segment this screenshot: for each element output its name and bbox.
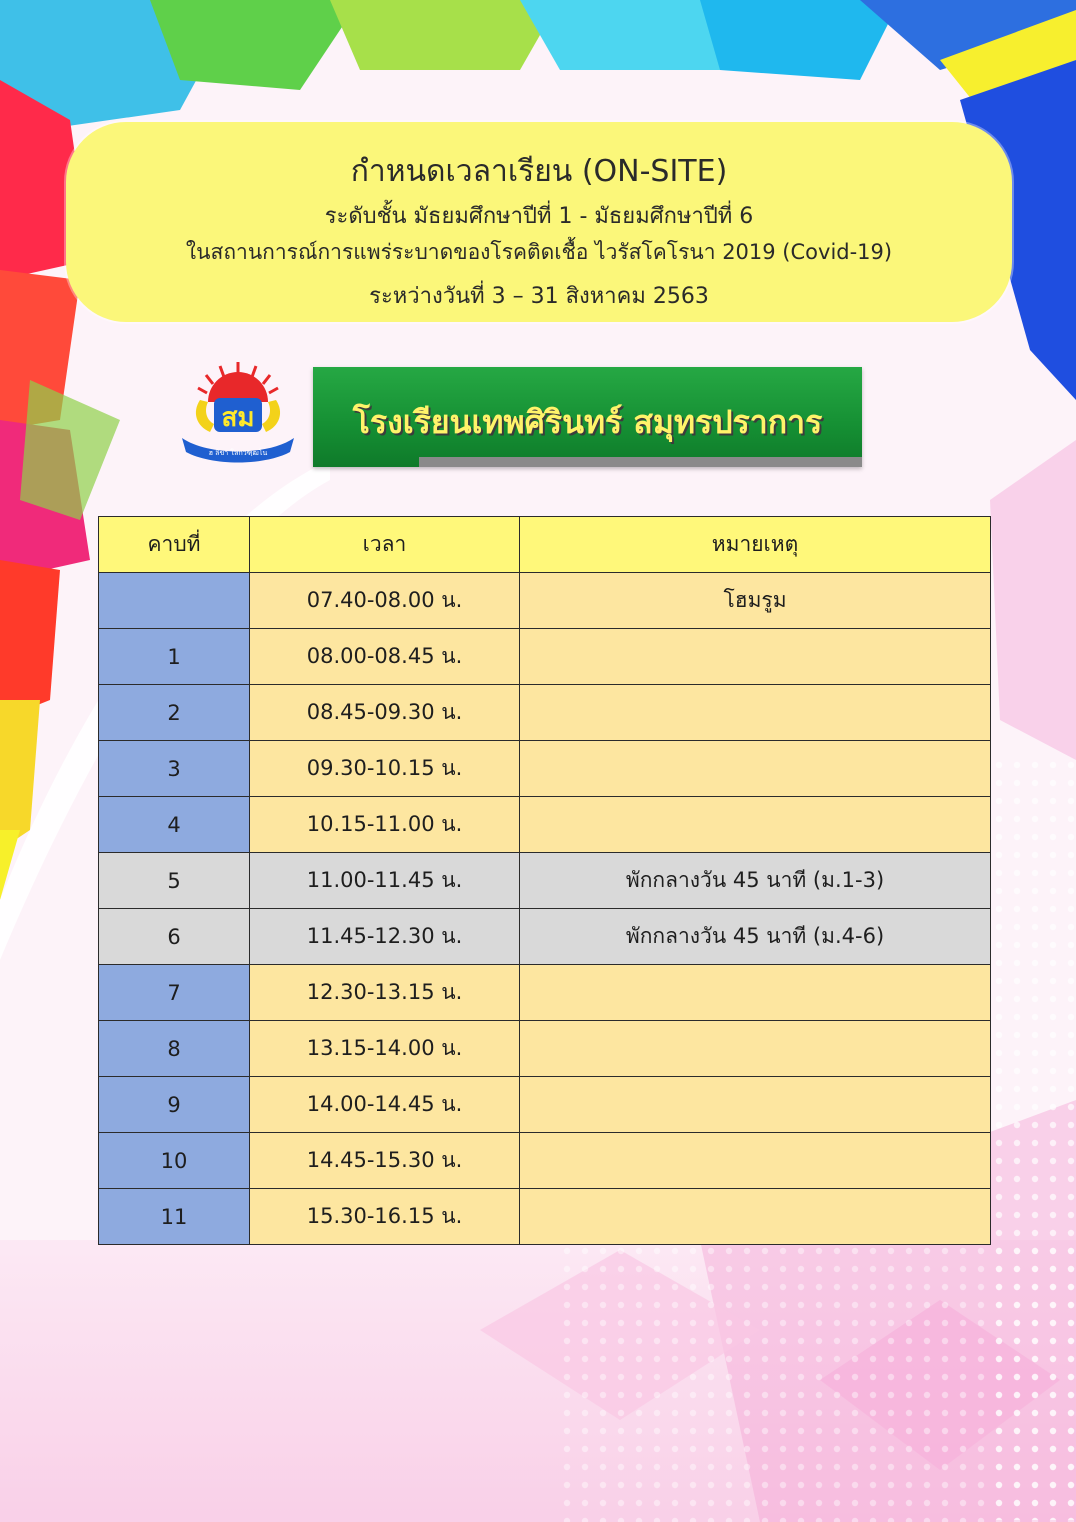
period-cell: 11: [99, 1189, 250, 1245]
time-cell: 08.45-09.30 น.: [250, 685, 520, 741]
period-cell: [99, 573, 250, 629]
time-cell: 14.45-15.30 น.: [250, 1133, 520, 1189]
header-panel: [66, 122, 1012, 322]
time-cell: 08.00-08.45 น.: [250, 629, 520, 685]
header-period: คาบที่: [99, 517, 250, 573]
note-cell: [520, 685, 991, 741]
banner-underline: [419, 457, 862, 467]
time-cell: 11.45-12.30 น.: [250, 909, 520, 965]
time-cell: 12.30-13.15 น.: [250, 965, 520, 1021]
logo-letters: สม: [221, 403, 255, 433]
period-cell: 10: [99, 1133, 250, 1189]
table-header-row: [99, 517, 991, 573]
period-cell: 9: [99, 1077, 250, 1133]
note-cell: [520, 1077, 991, 1133]
time-cell: 09.30-10.15 น.: [250, 741, 520, 797]
time-cell: 14.00-14.45 น.: [250, 1077, 520, 1133]
table-row: [99, 1077, 991, 1133]
period-cell: 1: [99, 629, 250, 685]
note-cell: [520, 965, 991, 1021]
header-note: หมายเหตุ: [520, 517, 991, 573]
period-cell: 6: [99, 909, 250, 965]
note-cell: พักกลางวัน 45 นาที (ม.1-3): [520, 853, 991, 909]
table-row: [99, 1021, 991, 1077]
table-row: [99, 573, 991, 629]
time-cell: 07.40-08.00 น.: [250, 573, 520, 629]
period-cell: 7: [99, 965, 250, 1021]
period-cell: 8: [99, 1021, 250, 1077]
note-cell: [520, 1189, 991, 1245]
situation-subtitle: ในสถานการณ์การแพร่ระบาดของโรคติดเชื้อ ไวรัสโคโรนา 2019 (Covid-19): [185, 240, 893, 264]
page-title: กำหนดเวลาเรียน (ON-SITE): [350, 154, 728, 189]
period-cell: 5: [99, 853, 250, 909]
note-cell: โฮมรูม: [520, 573, 991, 629]
grade-level-subtitle: ระดับชั้น มัธยมศึกษาปีที่ 1 - มัธยมศึกษาปีที่ 6: [324, 204, 754, 229]
table-row: [99, 1189, 991, 1245]
school-name: โรงเรียนเทพศิรินทร์ สมุทรปราการ: [352, 403, 823, 441]
note-cell: [520, 741, 991, 797]
period-cell: 4: [99, 797, 250, 853]
period-cell: 2: [99, 685, 250, 741]
note-cell: [520, 629, 991, 685]
lunch-row: [99, 853, 991, 909]
lunch-row: [99, 909, 991, 965]
time-cell: 13.15-14.00 น.: [250, 1021, 520, 1077]
table-row: [99, 1133, 991, 1189]
time-cell: 11.00-11.45 น.: [250, 853, 520, 909]
note-cell: [520, 797, 991, 853]
date-range-subtitle: ระหว่างวันที่ 3 – 31 สิงหาคม 2563: [369, 284, 709, 309]
note-cell: [520, 1133, 991, 1189]
schedule-table: [98, 516, 991, 1245]
table-row: [99, 629, 991, 685]
header-time: เวลา: [250, 517, 520, 573]
school-logo: [178, 360, 298, 466]
time-cell: 10.15-11.00 น.: [250, 797, 520, 853]
note-cell: พักกลางวัน 45 นาที (ม.4-6): [520, 909, 991, 965]
time-cell: 15.30-16.15 น.: [250, 1189, 520, 1245]
logo-motto: ฮ ลิขา โลกวฑฺฒโน: [208, 449, 268, 457]
table-row: [99, 741, 991, 797]
table-row: [99, 685, 991, 741]
sun-rays-icon: [198, 362, 278, 402]
note-cell: [520, 1021, 991, 1077]
table-row: [99, 965, 991, 1021]
school-name-banner: [313, 367, 862, 467]
period-cell: 3: [99, 741, 250, 797]
table-row: [99, 797, 991, 853]
